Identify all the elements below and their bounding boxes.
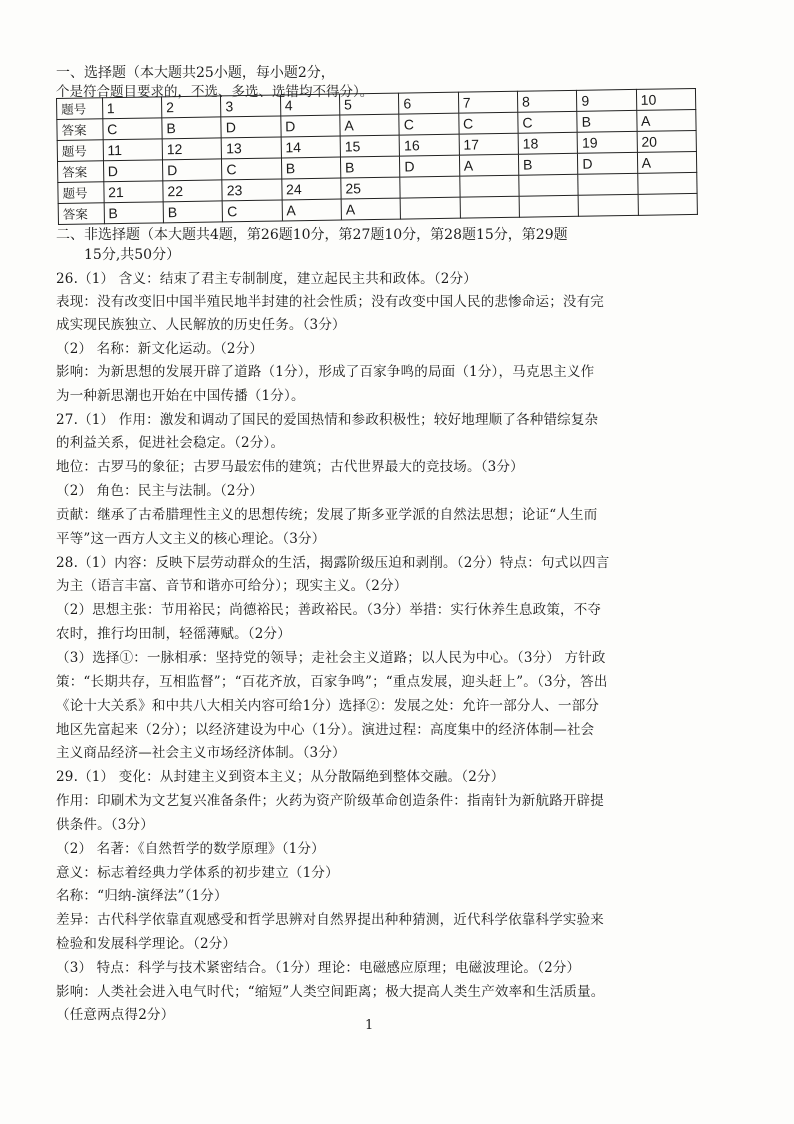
row-header-cell: 题号 [58,182,104,204]
answer-cell: 10 [636,88,696,110]
answer-cell: B [104,202,164,224]
answer-cell: B [518,153,578,175]
answer-line: 意义：标志着经典力学体系的初步建立（1分） [56,865,339,881]
answer-cell: 8 [517,90,577,112]
answer-cell: 22 [163,180,223,202]
section2-title-cont: 15分,共50分） [84,247,181,263]
answer-line: 的利益关系，促进社会稳定。（2分）。 [56,435,285,451]
answer-line: 平等”这一西方人文主义的核心理论。（3分） [56,531,326,547]
answer-cell: C [518,111,578,133]
answer-line: （2） 名著：《自然哲学的数学原理》（1分） [56,841,325,857]
answer-table [56,88,698,225]
answer-cell [459,175,519,197]
answer-line: 检验和发展科学理论。（2分） [56,936,237,952]
answer-cell: 21 [103,181,163,203]
answer-cell [400,176,460,198]
answer-line: 差异：古代科学依靠直观感受和哲学思辨对自然界提出种种猜测，近代科学依靠科学实验来 [56,912,604,928]
answer-line: 农时，推行均田制，轻徭薄赋。（2分） [56,626,291,642]
answer-cell [519,195,579,217]
answer-cell: 9 [577,89,637,111]
row-header-cell: 答案 [57,161,103,183]
answer-cell [638,193,698,215]
answer-cell: 25 [341,177,401,199]
answer-cell: 24 [281,178,341,200]
answer-cell [578,194,638,216]
answer-line: 影响：人类社会进入电气时代；“缩短”人类空间距离；极大提高人类生产效率和生活质量。 [56,984,605,1000]
answer-cell: C [102,118,162,140]
answer-line: 贡献：继承了古希腊理性主义的思想传统；发展了斯多亚学派的自然法思想；论证“人生而 [56,507,598,523]
answer-cell [400,197,460,219]
answer-cell: 20 [637,130,697,152]
answer-cell: 16 [399,134,459,156]
answer-line: （任意两点得2分） [56,1007,175,1023]
answer-cell: B [162,117,222,139]
answer-cell: 15 [340,135,400,157]
section1-subtitle: 个是符合题目要求的，不选、多选、选错均不得分）。 [56,84,374,100]
answer-cell: 14 [281,136,341,158]
answer-cell: D [221,116,281,138]
answer-cell: D [162,159,222,181]
answer-line: 策：“长期共存，互相监督”；“百花齐放，百家争鸣”；“重点发展，迎头赶上”。（3分，答出 [56,674,608,690]
answer-cell [637,172,697,194]
answer-cell: 12 [162,138,222,160]
answer-cell: 23 [222,179,282,201]
answer-cell: D [578,152,638,174]
answer-line: 为主（语言丰富、音节和谐亦可给分）；现实主义。（2分） [56,578,408,594]
section1-title: 一、选择题（本大题共25小题，每小题2分， [56,65,335,81]
answer-cell: C [458,112,518,134]
answer-line: 成实现民族独立、人民解放的历史任务。（3分） [56,317,346,333]
answer-cell: 13 [221,137,281,159]
answer-line: 作用：印刷术为文艺复兴准备条件；火药为资产阶级革命创造条件：指南针为新航路开辟提 [56,793,604,809]
row-header-cell: 答案 [57,119,103,141]
answer-cell: C [222,158,282,180]
answer-cell: 19 [577,131,637,153]
answer-cell: D [103,160,163,182]
answer-cell: 3 [221,95,281,117]
answer-line: （2） 角色：民主与法制。（2分） [56,483,264,499]
answer-cell: 17 [459,133,519,155]
answer-cell: A [636,109,696,131]
answer-line: 27.（1） 作用：激发和调动了国民的爱国热情和参政积极性；较好地理顺了各种错综复杂 [56,412,599,428]
answer-line: （3） 特点：科学与技术紧密结合。（1分）理论：电磁感应原理；电磁波理论。（2分） [56,960,581,976]
answer-cell: D [400,155,460,177]
answer-cell: B [163,201,223,223]
answer-line: 影响：为新思想的发展开辟了道路（1分），形成了百家争鸣的局面（1分），马克思主义作 [56,364,595,380]
answer-line: 地位：古罗马的象征；古罗马最宏伟的建筑；古代世界最大的竞技场。（3分） [56,459,524,475]
answer-cell: A [340,114,400,136]
answer-cell: 5 [339,93,399,115]
answer-cell: C [399,113,459,135]
answer-cell: B [577,110,637,132]
answer-line: 28.（1）内容：反映下层劳动群众的生活，揭露阶级压迫和剥削。（2分）特点：句式以四言 [56,555,610,571]
answer-cell: 4 [280,94,340,116]
answer-cell [460,196,520,218]
answer-cell: A [459,154,519,176]
answer-line: 地区先富起来（2分）；以经济建设为中心（1分）。演进过程：高度集中的经济体制—社会 [56,722,595,738]
answer-cell: B [281,157,341,179]
section2-title: 二、非选择题（本大题共4题，第26题10分，第27题10分，第28题15分，第29题 [56,227,568,243]
answer-line: （2）思想主张：节用裕民；尚德裕民；善政裕民。（3分）举措：实行休养生息政策，不夺 [56,602,602,618]
answer-cell: 11 [103,139,163,161]
answer-cell: A [341,198,401,220]
answer-line: （3）选择①：一脉相承：坚持党的领导；走社会主义道路；以人民为中心。（3分） 方针政 [56,650,606,666]
answer-cell: 2 [161,96,221,118]
answer-line: 主义商品经济—社会主义市场经济体制。（3分） [56,745,346,761]
answer-cell: 18 [518,132,578,154]
answer-line: 为一种新思潮也开始在中国传播（1分）。 [56,388,305,404]
row-header-cell: 答案 [58,203,104,225]
answer-cell [519,174,579,196]
answer-line: 名称：“归纳-演绎法”（1分） [56,888,228,904]
answer-line: （2） 名称：新文化运动。（2分） [56,341,264,357]
answer-cell: 7 [458,91,518,113]
answer-cell [578,173,638,195]
answer-line: 26.（1） 含义：结束了君主专制制度，建立起民主共和政体。（2分） [56,271,477,287]
answer-cell: B [340,156,400,178]
answer-line: 供条件。（3分） [56,817,154,833]
answer-line: 29.（1） 变化：从封建主义到资本主义；从分散隔绝到整体交融。（2分） [56,769,505,785]
answer-cell: A [282,199,342,221]
page-number: 1 [365,1018,374,1033]
answer-cell: A [637,151,697,173]
row-header-cell: 题号 [57,98,103,120]
answer-line: 《论十大关系》和中共八大相关内容可给1分）选择②：发展之处：允许一部分人、一部分 [56,698,600,714]
answer-cell: D [280,115,340,137]
answer-cell: 1 [102,97,162,119]
answer-cell: C [222,200,282,222]
answer-line: 表现：没有改变旧中国半殖民地半封建的社会性质；没有改变中国人民的悲惨命运；没有完 [56,294,604,310]
row-header-cell: 题号 [57,140,103,162]
answer-cell: 6 [399,92,459,114]
